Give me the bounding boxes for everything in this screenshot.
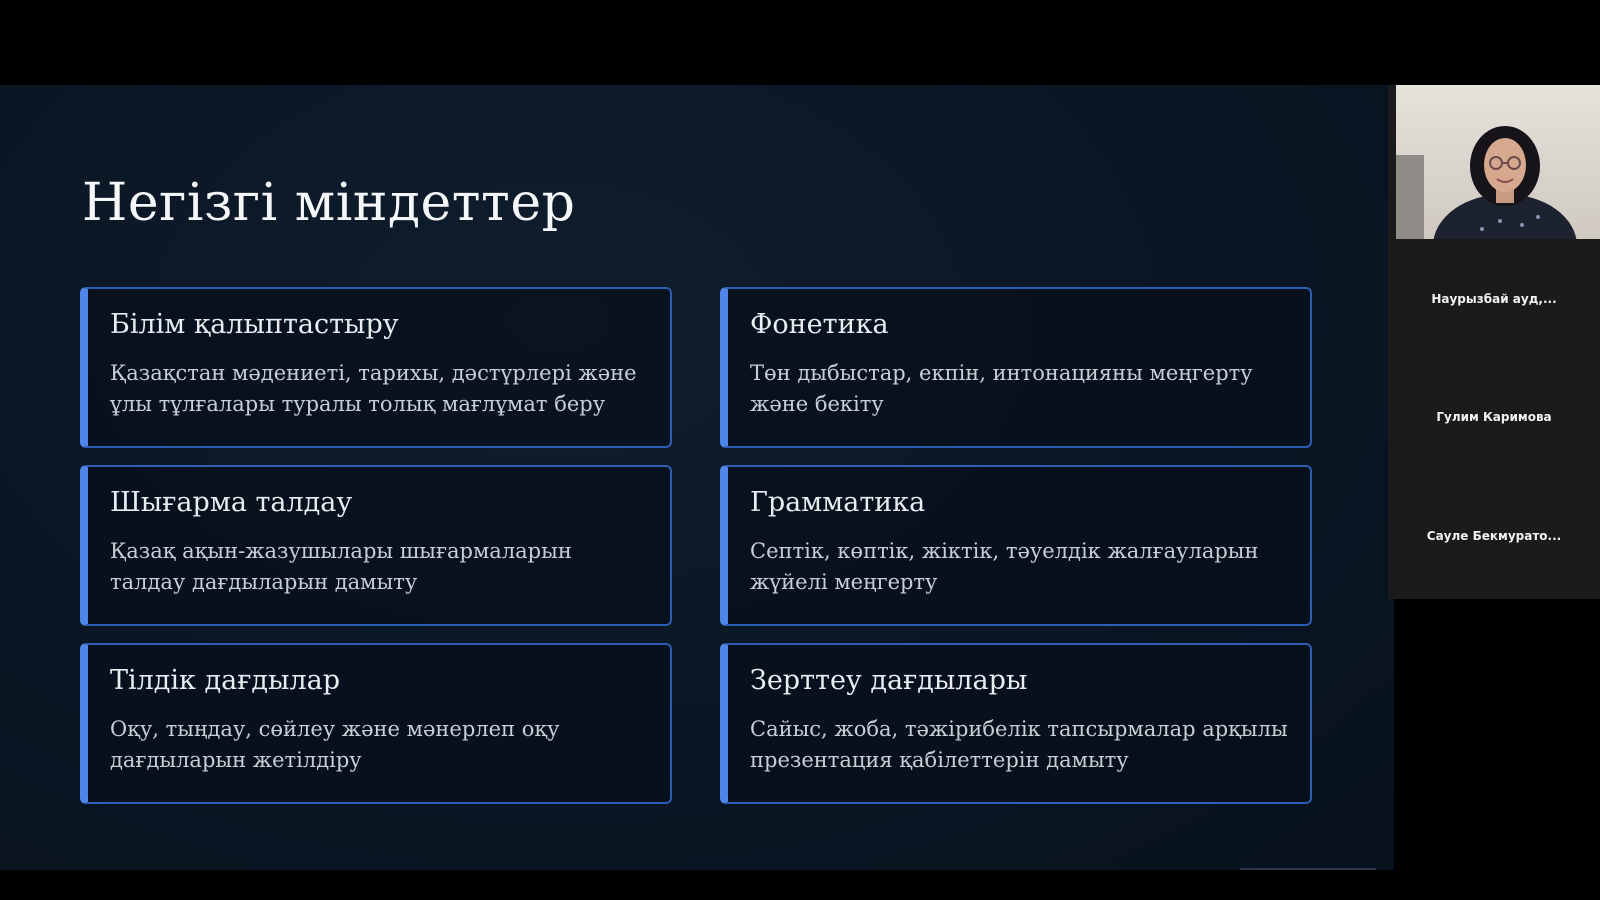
task-card-description: Қазақстан мәдениеті, тарихы, дәстүрлері және ұлы тұлғалары туралы толық мағлұмат беру <box>110 361 637 416</box>
task-card-title: Грамматика <box>750 487 926 518</box>
participant-name[interactable]: Наурызбай ауд,... <box>1431 292 1557 306</box>
task-card-description: Сайыс, жоба, тәжірибелік тапсырмалар арқылы презентация қабілеттерін дамыту <box>750 717 1288 772</box>
task-card <box>80 465 672 626</box>
participant-video-tile[interactable] <box>1396 85 1600 239</box>
task-card <box>80 287 672 448</box>
shared-slide <box>0 85 1394 870</box>
participants-panel <box>1388 85 1600 599</box>
task-card <box>80 643 672 804</box>
background-window <box>1396 155 1424 239</box>
task-card <box>720 287 1312 448</box>
task-card-title: Тілдік дағдылар <box>110 665 341 696</box>
participant-name[interactable]: Гулим Каримова <box>1436 410 1552 424</box>
task-card-title: Шығарма талдау <box>110 487 353 518</box>
task-card-description: Септік, көптік, жіктік, тәуелдік жалғауларын жүйелі меңгерту <box>750 539 1259 594</box>
task-cards-grid <box>80 287 1314 804</box>
task-card-description: Қазақ ақын-жазушылары шығармаларын талдау дағдыларын дамыту <box>110 539 572 594</box>
task-card <box>720 643 1312 804</box>
participant-video-image <box>1430 121 1580 239</box>
task-card <box>720 465 1312 626</box>
slide-divider <box>1240 868 1376 870</box>
task-card-title: Білім қалыптастыру <box>110 309 399 340</box>
task-card-title: Зерттеу дағдылары <box>750 665 1028 696</box>
task-card-description: Төн дыбыстар, екпін, интонацияны меңгерту және бекіту <box>750 361 1253 416</box>
slide-title: Негізгі міндеттер <box>82 173 576 233</box>
task-card-title: Фонетика <box>750 309 889 340</box>
participant-name[interactable]: Сауле Бекмурато... <box>1426 529 1562 543</box>
task-card-description: Оқу, тыңдау, сөйлеу және мәнерлеп оқу дағдыларын жетілдіру <box>110 717 560 772</box>
